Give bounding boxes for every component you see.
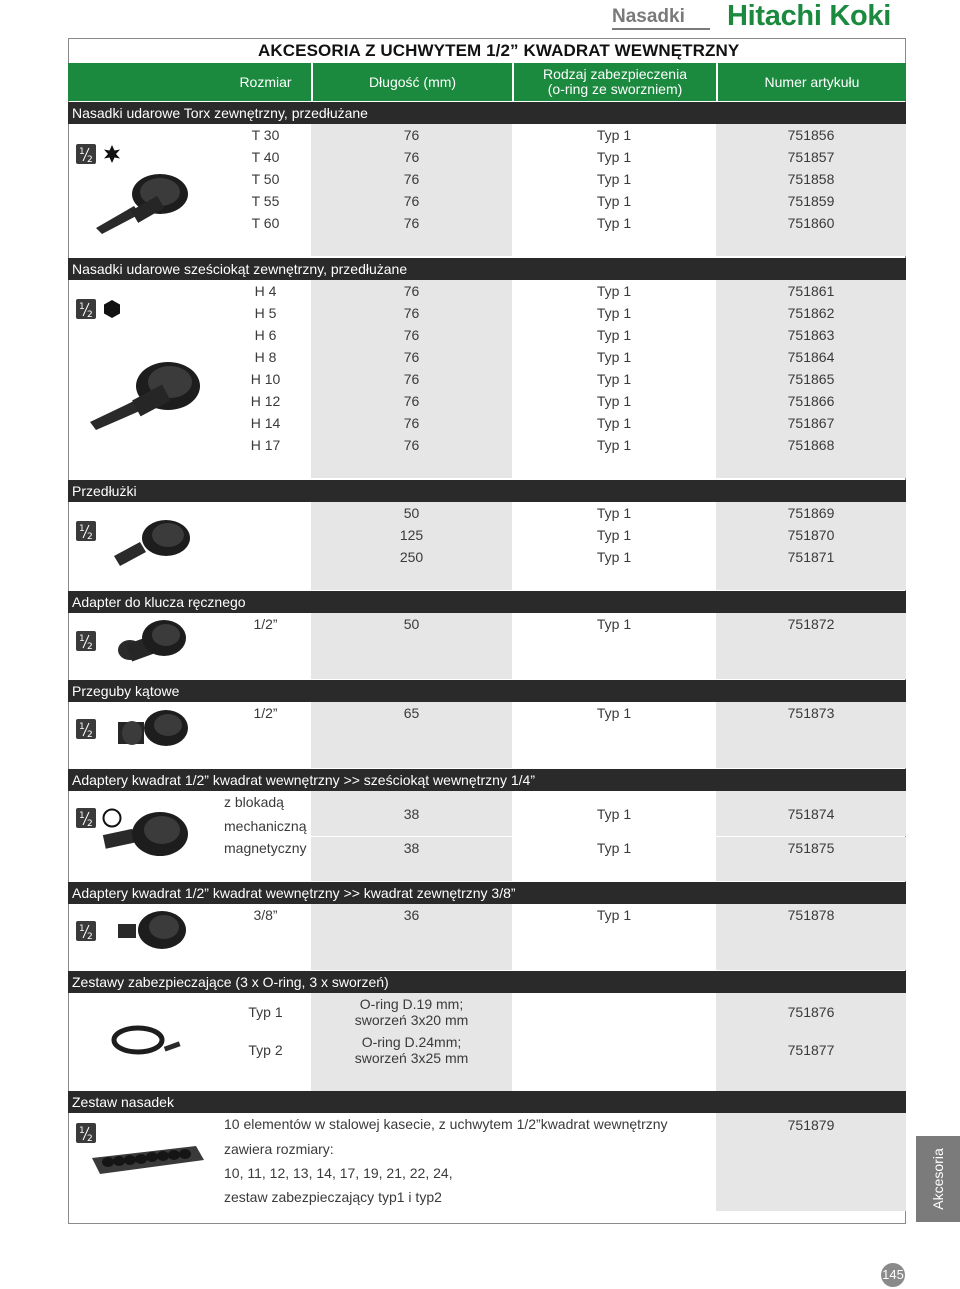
table-cell-length: 76 [311, 146, 512, 168]
socket-set-desc-line3: 10, 11, 12, 13, 14, 17, 19, 21, 22, 24, [224, 1165, 453, 1181]
table-cell-article: 751878 [716, 904, 906, 926]
table-cell-empty [716, 568, 906, 590]
table-cell-desc [311, 993, 512, 1031]
section-bar-extensions [68, 480, 906, 502]
table-cell-length: 65 [311, 702, 512, 724]
table-cell-empty [311, 746, 512, 768]
table-cell-empty [220, 1069, 311, 1091]
table-cell-length: 38 [311, 837, 512, 859]
size-line1: z blokadą [224, 793, 284, 810]
table-cell-empty [512, 859, 716, 881]
table-cell-length: 76 [311, 390, 512, 412]
table-cell-length: 250 [311, 546, 512, 568]
table-cell-type: Typ 1 [512, 546, 716, 568]
table-cell-article: 751873 [716, 702, 906, 724]
table-cell-empty [716, 456, 906, 478]
socket-set-desc-line4: zestaw zabezpieczający typ1 i typ2 [224, 1189, 442, 1205]
svg-text:1: 1 [79, 924, 85, 934]
table-cell-size: H 14 [220, 412, 311, 434]
table-cell-length: 50 [311, 613, 512, 635]
table-cell-article: 751866 [716, 390, 906, 412]
table-cell-length: 36 [311, 904, 512, 926]
table-cell-empty [311, 234, 512, 256]
svg-text:1: 1 [79, 722, 85, 732]
table-cell-empty [512, 746, 716, 768]
brand-logo: Hitachi Koki [727, 0, 891, 32]
universal-joint-image [112, 704, 192, 760]
table-cell-article: 751879 [787, 1117, 835, 1133]
table-cell-type: Typ 1 [512, 368, 716, 390]
table-cell-type: Typ 1 [512, 434, 716, 456]
table-cell-type: Typ 1 [512, 346, 716, 368]
table-cell-article: 751877 [716, 1031, 906, 1069]
oring-pin-image [108, 1020, 184, 1062]
svg-text:2: 2 [87, 642, 93, 652]
side-tab-accessories [916, 1136, 960, 1222]
table-cell-type: Typ 1 [512, 502, 716, 524]
table-cell-empty [220, 746, 311, 768]
table-cell-length: 38 [311, 791, 512, 836]
table-cell-empty [220, 657, 311, 679]
table-cell-empty [512, 456, 716, 478]
table-cell-size: H 4 [220, 280, 311, 302]
table-cell-empty [716, 746, 906, 768]
table-cell-article: 751861 [716, 280, 906, 302]
table-cell-type: Typ 1 [512, 124, 716, 146]
torx-socket-image [88, 170, 208, 240]
table-cell-empty [512, 1069, 716, 1091]
table-cell-article: 751856 [716, 124, 906, 146]
table-cell-empty [220, 546, 311, 568]
table-cell-size: H 10 [220, 368, 311, 390]
table-cell-length: 50 [311, 502, 512, 524]
drive-half-inch-icon [76, 299, 126, 321]
drive-half-inch-icon [76, 719, 98, 741]
section-title-extensions: Przedłużki [72, 483, 137, 499]
table-cell-size: H 6 [220, 324, 311, 346]
table-cell-empty [716, 1069, 906, 1091]
table-cell-article: 751865 [716, 368, 906, 390]
size-line2: mechaniczną [224, 817, 307, 834]
section-title-joints: Przeguby kątowe [72, 683, 180, 699]
table-cell-empty [311, 1069, 512, 1091]
table-cell-empty [311, 456, 512, 478]
table-cell-article: 751860 [716, 212, 906, 234]
table-cell-article: 751859 [716, 190, 906, 212]
table-cell-article: 751869 [716, 502, 906, 524]
table-cell-empty [311, 724, 512, 746]
table-cell-length: 76 [311, 124, 512, 146]
svg-text:2: 2 [87, 310, 93, 320]
table-cell-empty [220, 926, 311, 948]
table-cell-size: T 40 [220, 146, 311, 168]
header-size: Rozmiar [239, 73, 292, 90]
svg-text:1: 1 [79, 302, 85, 312]
table-cell-size: 3/8” [220, 904, 311, 926]
table-cell-empty [512, 948, 716, 970]
section-title-adapter: Adapter do klucza ręcznego [72, 594, 246, 610]
table-cell-article: 751867 [716, 412, 906, 434]
table-cell-type: Typ 1 [220, 993, 311, 1031]
table-cell-empty [311, 568, 512, 590]
table-cell-empty [220, 456, 311, 478]
desc-line1: O-ring D.19 mm; [359, 996, 464, 1012]
table-cell-size: T 30 [220, 124, 311, 146]
section-heading: Nasadki [612, 6, 685, 27]
table-cell-length: 76 [311, 280, 512, 302]
table-cell-empty [311, 948, 512, 970]
svg-text:1: 1 [79, 1126, 85, 1136]
table-cell-length: 76 [311, 346, 512, 368]
table-cell-article: 751863 [716, 324, 906, 346]
svg-text:2: 2 [87, 730, 93, 740]
square-adapter-image [112, 906, 192, 958]
table-cell-article: 751857 [716, 146, 906, 168]
extension-bar-image [110, 516, 192, 570]
side-tab-label: Akcesoria [930, 1148, 946, 1210]
desc-line1: O-ring D.24mm; [361, 1034, 462, 1050]
svg-text:2: 2 [87, 819, 93, 829]
svg-text:1: 1 [79, 524, 85, 534]
table-cell-type: Typ 2 [220, 1031, 311, 1069]
table-cell-type: Typ 1 [512, 146, 716, 168]
desc-line2: sworzeń 3x25 mm [354, 1050, 469, 1066]
socket-set-desc-line1: 10 elementów w stalowej kasecie, z uchwytem 1/2”kwadrat wewnętrzny [224, 1116, 668, 1132]
table-cell-size: T 60 [220, 212, 311, 234]
torx-star-icon [104, 145, 120, 163]
table-cell-article: 751862 [716, 302, 906, 324]
table-cell-empty [716, 724, 906, 746]
table-cell-length: 76 [311, 412, 512, 434]
table-cell-article: 751870 [716, 524, 906, 546]
table-cell-length: 125 [311, 524, 512, 546]
table-cell-empty [311, 635, 512, 657]
svg-text:2: 2 [87, 155, 93, 165]
page-title: AKCESORIA Z UCHWYTEM 1/2” KWADRAT WEWNĘTRZNY [258, 41, 740, 60]
table-cell-empty [716, 635, 906, 657]
table-cell-type: Typ 1 [512, 212, 716, 234]
section-title-torx: Nasadki udarowe Torx zewnętrzny, przedłużane [72, 105, 368, 121]
table-cell-empty [512, 568, 716, 590]
page-number: 145 [881, 1263, 905, 1287]
table-cell-size: H 12 [220, 390, 311, 412]
table-cell-length: 76 [311, 368, 512, 390]
table-cell-empty [512, 926, 716, 948]
header-security [514, 63, 716, 101]
drive-half-inch-icon [76, 921, 98, 943]
table-cell-size: H 8 [220, 346, 311, 368]
table-cell-empty [512, 657, 716, 679]
section-title-hex-adapters: Adaptery kwadrat 1/2” kwadrat wewnętrzny >> sześciokąt wewnętrzny 1/4” [72, 772, 535, 788]
svg-text:2: 2 [87, 932, 93, 942]
table-cell-empty [716, 859, 906, 881]
section-bar-joints [68, 680, 906, 702]
drive-half-inch-icon [76, 144, 126, 166]
table-cell-empty [220, 859, 311, 881]
table-cell-type: Typ 1 [512, 324, 716, 346]
table-cell-type: Typ 1 [512, 390, 716, 412]
hex-adapter-image [98, 808, 194, 864]
svg-text:1: 1 [79, 147, 85, 157]
section-bar-socket-set [68, 1091, 906, 1113]
table-cell-type: Typ 1 [512, 613, 716, 635]
table-cell-type: Typ 1 [512, 302, 716, 324]
table-cell-type: Typ 1 [512, 702, 716, 724]
table-cell-type: Typ 1 [512, 190, 716, 212]
table-cell-empty [220, 502, 311, 524]
section-heading-underline [612, 28, 710, 30]
table-cell-empty [220, 524, 311, 546]
svg-text:1: 1 [79, 811, 85, 821]
section-title-security-sets: Zestawy zabezpieczające (3 x O-ring, 3 x sworzeń) [72, 974, 389, 990]
drive-half-inch-icon [76, 521, 98, 543]
table-cell-empty [220, 635, 311, 657]
table-cell-empty [512, 635, 716, 657]
table-cell-empty [311, 859, 512, 881]
table-cell-type: Typ 1 [512, 837, 716, 859]
table-cell-length: 76 [311, 168, 512, 190]
table-cell-size: 1/2” [220, 702, 311, 724]
table-cell-empty [220, 234, 311, 256]
header-security-line1: Rodzaj zabezpieczenia [543, 66, 687, 82]
table-cell-empty [311, 926, 512, 948]
section-title-square-adapters: Adaptery kwadrat 1/2” kwadrat wewnętrzny >> kwadrat zewnętrzny 3/8” [72, 885, 516, 901]
desc-line2: sworzeń 3x20 mm [354, 1012, 469, 1028]
table-cell-type: Typ 1 [512, 904, 716, 926]
table-cell-empty [512, 993, 716, 1031]
table-cell-article: 751874 [716, 791, 906, 836]
table-cell-length: 76 [311, 190, 512, 212]
table-cell-length: 76 [311, 434, 512, 456]
hex-socket-image [84, 356, 214, 436]
socket-set-case-image [88, 1140, 208, 1180]
table-cell-type: Typ 1 [512, 412, 716, 434]
table-cell-article: 751876 [716, 993, 906, 1031]
table-cell-empty [220, 948, 311, 970]
table-cell-article: 751864 [716, 346, 906, 368]
table-cell-type: Typ 1 [512, 791, 716, 836]
socket-set-desc-line2: zawiera rozmiary: [224, 1141, 334, 1157]
svg-text:1: 1 [79, 634, 85, 644]
svg-text:2: 2 [87, 532, 93, 542]
section-title-hex: Nasadki udarowe sześciokąt zewnętrzny, przedłużane [72, 261, 408, 277]
drive-half-inch-icon [76, 631, 98, 653]
section-title-socket-set: Zestaw nasadek [72, 1094, 174, 1110]
table-cell-empty [311, 657, 512, 679]
table-cell-empty [512, 1031, 716, 1069]
table-cell-desc [311, 1031, 512, 1069]
table-cell-type: Typ 1 [512, 168, 716, 190]
table-cell-size: magnetyczny [220, 837, 311, 859]
table-cell-article: 751868 [716, 434, 906, 456]
table-cell-empty [716, 657, 906, 679]
table-cell-empty [512, 234, 716, 256]
table-cell-empty [716, 926, 906, 948]
table-cell-article: 751875 [716, 837, 906, 859]
table-cell-empty [512, 724, 716, 746]
table-cell-length: 76 [311, 302, 512, 324]
table-cell-type: Typ 1 [512, 280, 716, 302]
hexagon-icon [104, 300, 120, 318]
table-cell-size: T 55 [220, 190, 311, 212]
table-cell-size-locking [220, 791, 311, 836]
table-cell-empty [716, 234, 906, 256]
table-cell-article: 751872 [716, 613, 906, 635]
table-cell-article: 751858 [716, 168, 906, 190]
table-cell-empty [716, 948, 906, 970]
table-cell-empty [220, 724, 311, 746]
table-cell-empty [220, 568, 311, 590]
table-cell-length: 76 [311, 212, 512, 234]
table-cell-article: 751871 [716, 546, 906, 568]
table-cell-length: 76 [311, 324, 512, 346]
header-security-line2: (o-ring ze sworzniem) [547, 81, 683, 97]
header-article: Numer artykułu [764, 73, 860, 90]
header-length: Długość (mm) [368, 73, 457, 90]
table-cell-type: Typ 1 [512, 524, 716, 546]
table-cell-size: 1/2” [220, 613, 311, 635]
svg-text:2: 2 [87, 1134, 93, 1144]
table-cell-size: T 50 [220, 168, 311, 190]
table-cell-size: H 5 [220, 302, 311, 324]
adapter-image [112, 614, 190, 670]
table-cell-size: H 17 [220, 434, 311, 456]
